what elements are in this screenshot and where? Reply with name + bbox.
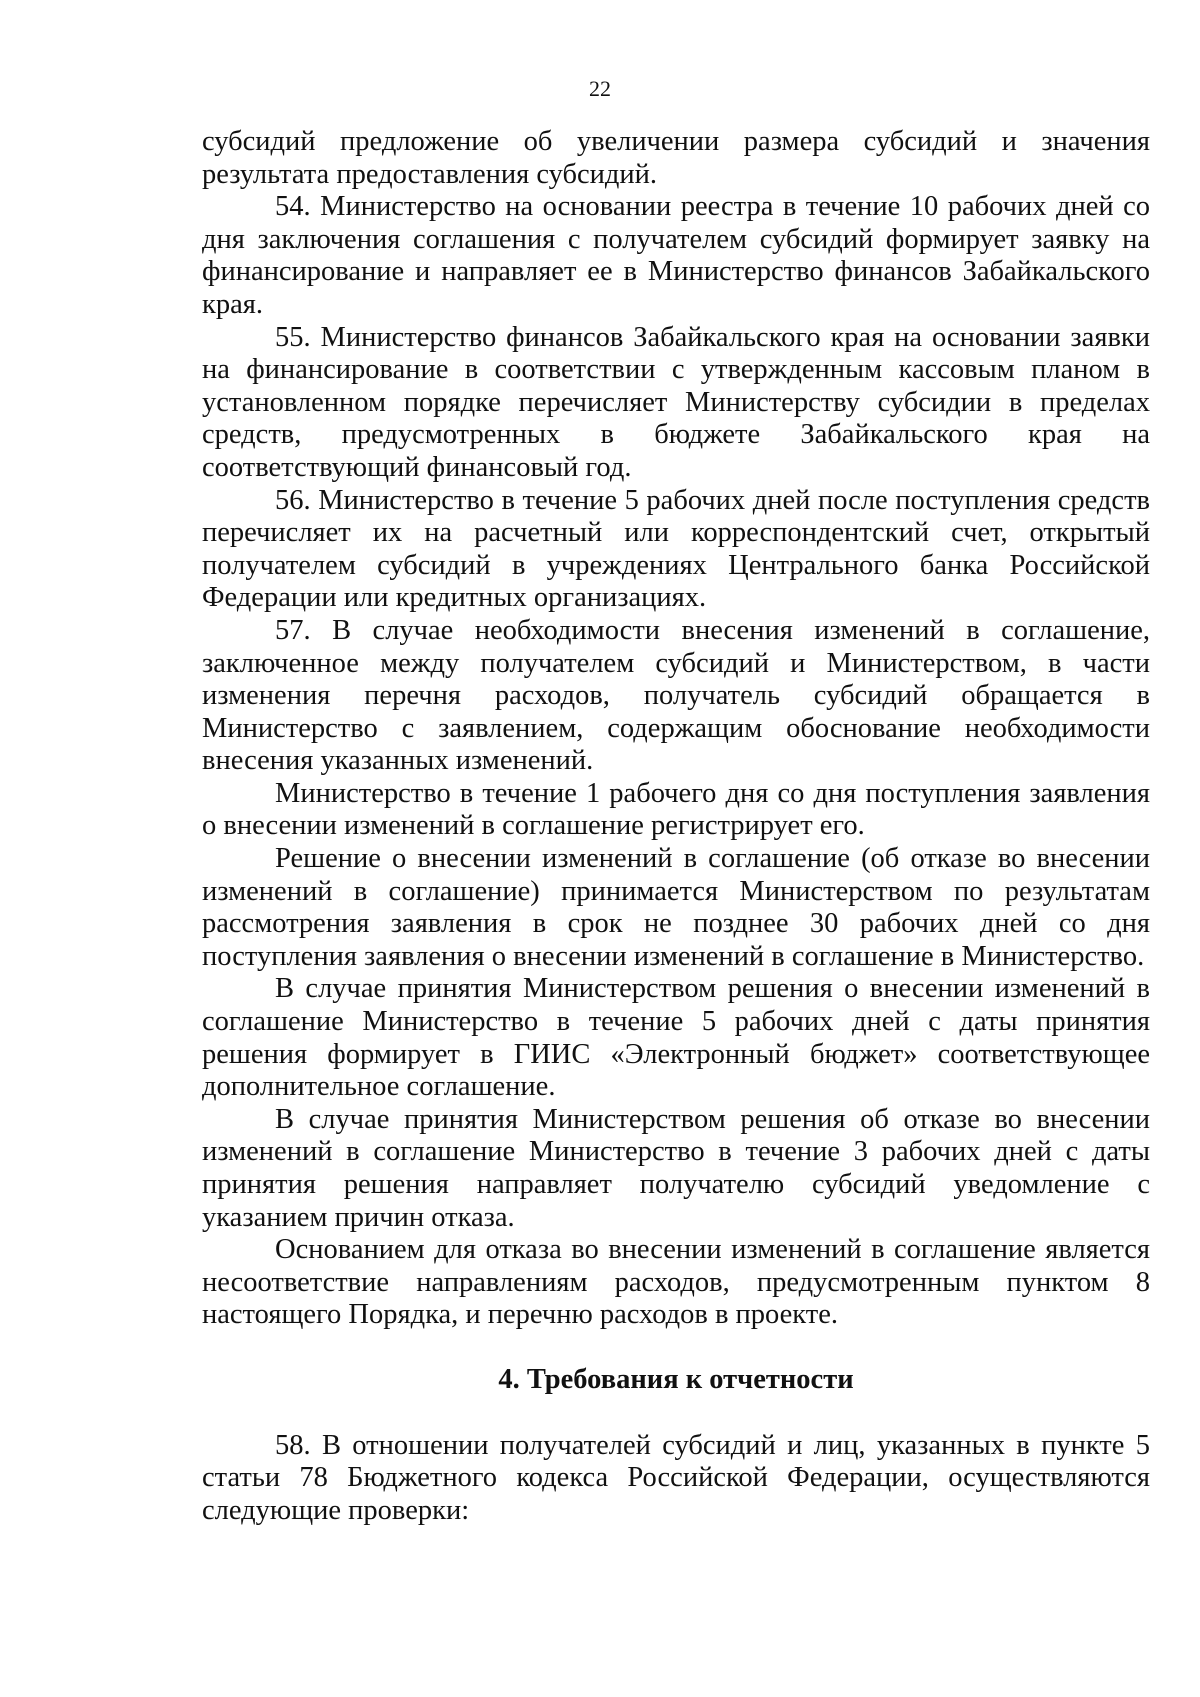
paragraph-57-decision: Решение о внесении изменений в соглашение (об отказе во внесении изменений в соглашение) принимается Министерством по результатам рассмотрения заявления в срок не позднее 30 рабочих дней со дня поступления заявления о внесении изменений в соглашение в Министерство. [202,843,1150,972]
paragraph-57-grounds: Основанием для отказа во внесении изменений в соглашение является несоответствие направлениям расходов, предусмотренным пунктом 8 настоящего Порядка, и перечню расходов в проекте. [202,1234,1150,1331]
paragraph-57-refusal: В случае принятия Министерством решения об отказе во внесении изменений в соглашение Министерство в течение 3 рабочих дней с даты принятия решения направляет получателю субсидий уведомление с указанием причин отказа. [202,1103,1150,1233]
paragraph-57: 57. В случае необходимости внесения изменений в соглашение, заключенное между получателем субсидий и Министерством, в части изменения перечня расходов, получатель субсидий обращается в Министерство с заявлением, содержащим обоснование необходимости внесения указанных изменений. [202,614,1150,777]
section-heading: 4. Требования к отчетности [498,1363,854,1395]
paragraph-54: 54. Министерство на основании реестра в течение 10 рабочих дней со дня заключения соглашения с получателем субсидий формирует заявку на финансирование и направляет ее в Министерство финансов Забайкальского края. [202,191,1150,320]
paragraph-56: 56. Министерство в течение 5 рабочих дней после поступления средств перечисляет их на расчетный или корреспондентский счет, открытый получателем субсидий в учреждениях Центрального банка Российской Федерации или кредитных организациях. [202,484,1150,614]
paragraph-57-registration: Министерство в течение 1 рабочего дня со дня поступления заявления о внесении изменений в соглашение регистрирует его. [202,777,1150,842]
paragraph-continuation: субсидий предложение об увеличении размера субсидий и значения результата предоставления субсидий. [202,126,1150,190]
document-body [202,126,1150,1527]
paragraph-57-approval: В случае принятия Министерством решения о внесении изменений в соглашение Министерство в течение 5 рабочих дней с даты принятия решения формирует в ГИИС «Электронный бюджет» соответствующее дополнительное соглашение. [202,973,1150,1103]
paragraph-58: 58. В отношении получателей субсидий и лиц, указанных в пункте 5 статьи 78 Бюджетного кодекса Российской Федерации, осуществляются следующие проверки: [202,1429,1150,1526]
paragraph-55: 55. Министерство финансов Забайкальского края на основании заявки на финансирование в соответствии с утвержденным кассовым планом в установленном порядке перечисляет Министерству субсидии в пределах средств, предусмотренных в бюджете Забайкальского края на соответствующий финансовый год. [202,321,1150,483]
page-number: 22 [589,76,611,101]
